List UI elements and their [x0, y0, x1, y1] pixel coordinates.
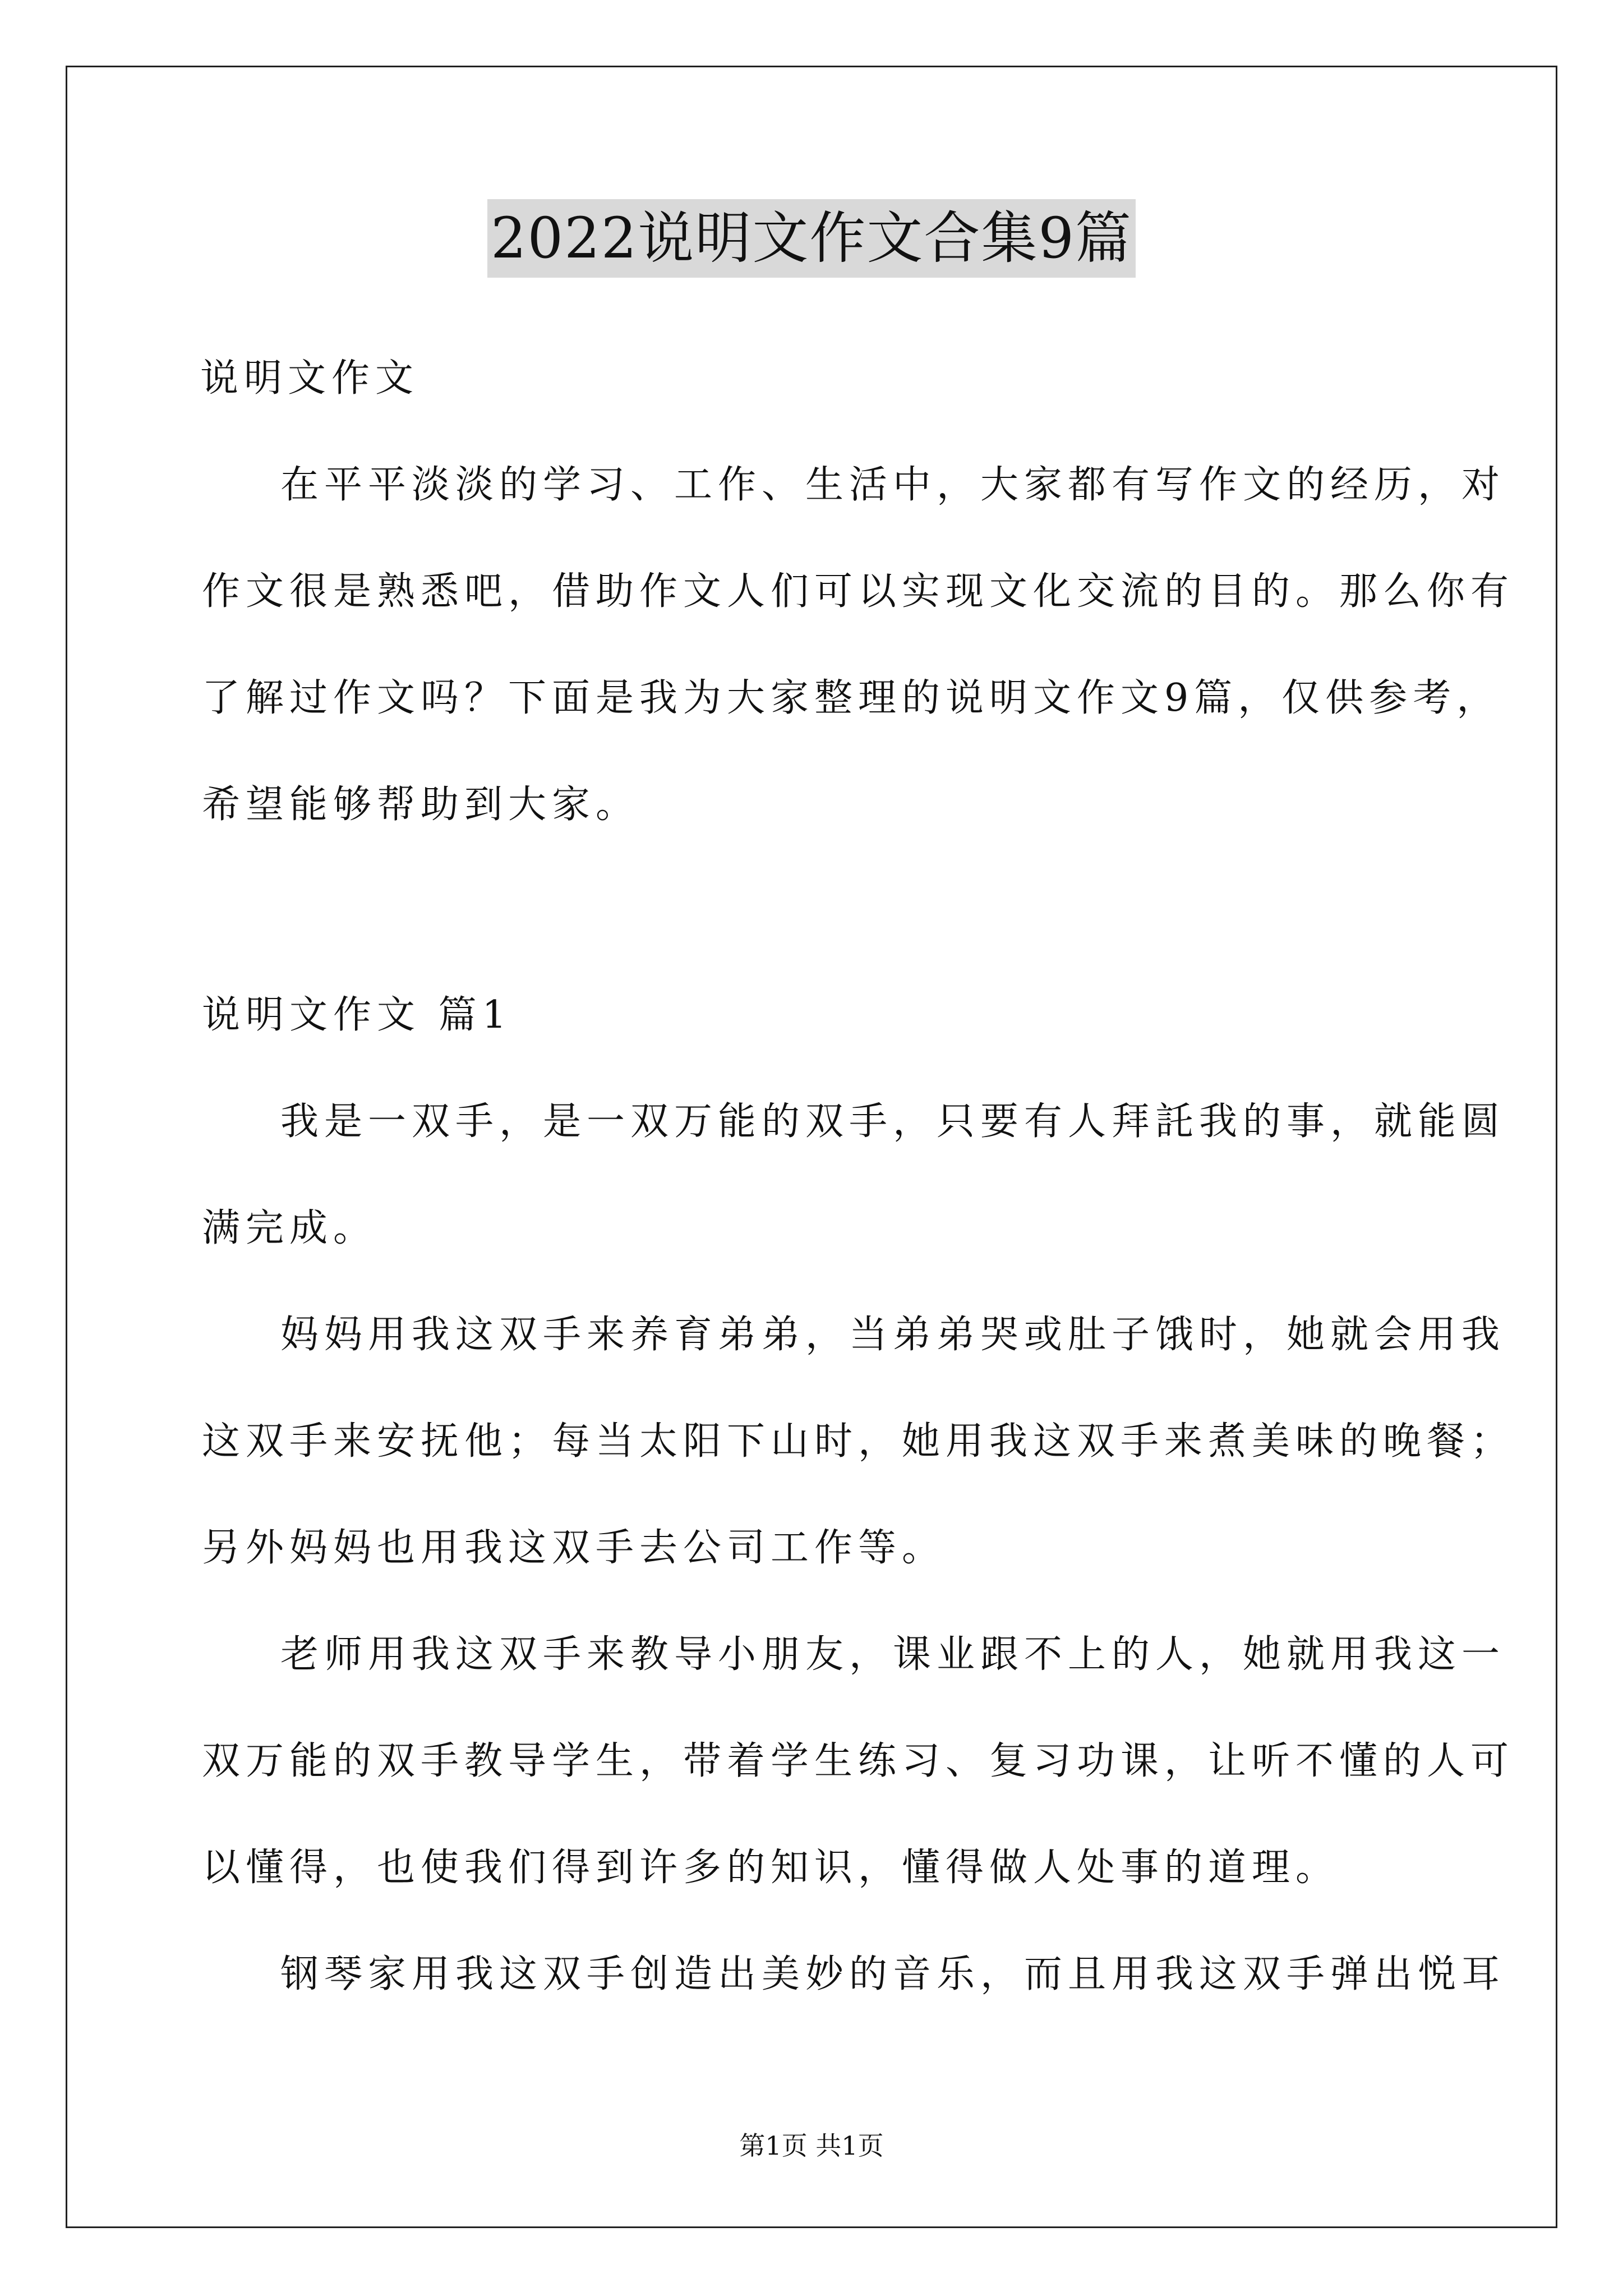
- paragraph-line: 这双手来安抚他；每当太阳下山时，她用我这双手来煮美味的晚餐；: [202, 1419, 1515, 1464]
- intro-line: 希望能够帮助到大家。: [202, 783, 640, 827]
- intro-heading: 说明文作文: [200, 356, 419, 401]
- document-title: 2022说明文作文合集9篇: [487, 199, 1136, 278]
- title-container: [0, 199, 1623, 278]
- intro-line: 在平平淡淡的学习、工作、生活中，大家都有写作文的经历，对: [280, 463, 1506, 507]
- intro-line: 了解过作文吗？下面是我为大家整理的说明文作文9篇，仅供参考，: [202, 676, 1501, 720]
- paragraph-line: 老师用我这双手来教导小朋友，课业跟不上的人，她就用我这一: [280, 1632, 1506, 1677]
- paragraph-line: 妈妈用我这双手来养育弟弟，当弟弟哭或肚子饿时，她就会用我: [280, 1313, 1506, 1357]
- paragraph-line: 双万能的双手教导学生，带着学生练习、复习功课，让听不懂的人可: [202, 1739, 1515, 1783]
- paragraph-line: 以懂得，也使我们得到许多的知识，懂得做人处事的道理。: [202, 1846, 1340, 1890]
- intro-line: 作文很是熟悉吧，借助作文人们可以实现文化交流的目的。那么你有: [202, 569, 1515, 614]
- page-footer: 第1页 共1页: [739, 2131, 884, 2161]
- paragraph-line: 另外妈妈也用我这双手去公司工作等。: [202, 1526, 946, 1570]
- paragraph-line: 满完成。: [202, 1206, 377, 1250]
- section-heading: 说明文作文 篇1: [202, 993, 512, 1037]
- paragraph-line: 钢琴家用我这双手创造出美妙的音乐，而且用我这双手弹出悦耳: [280, 1952, 1506, 1996]
- paragraph-line: 我是一双手，是一双万能的双手，只要有人拜託我的事，就能圆: [280, 1099, 1506, 1144]
